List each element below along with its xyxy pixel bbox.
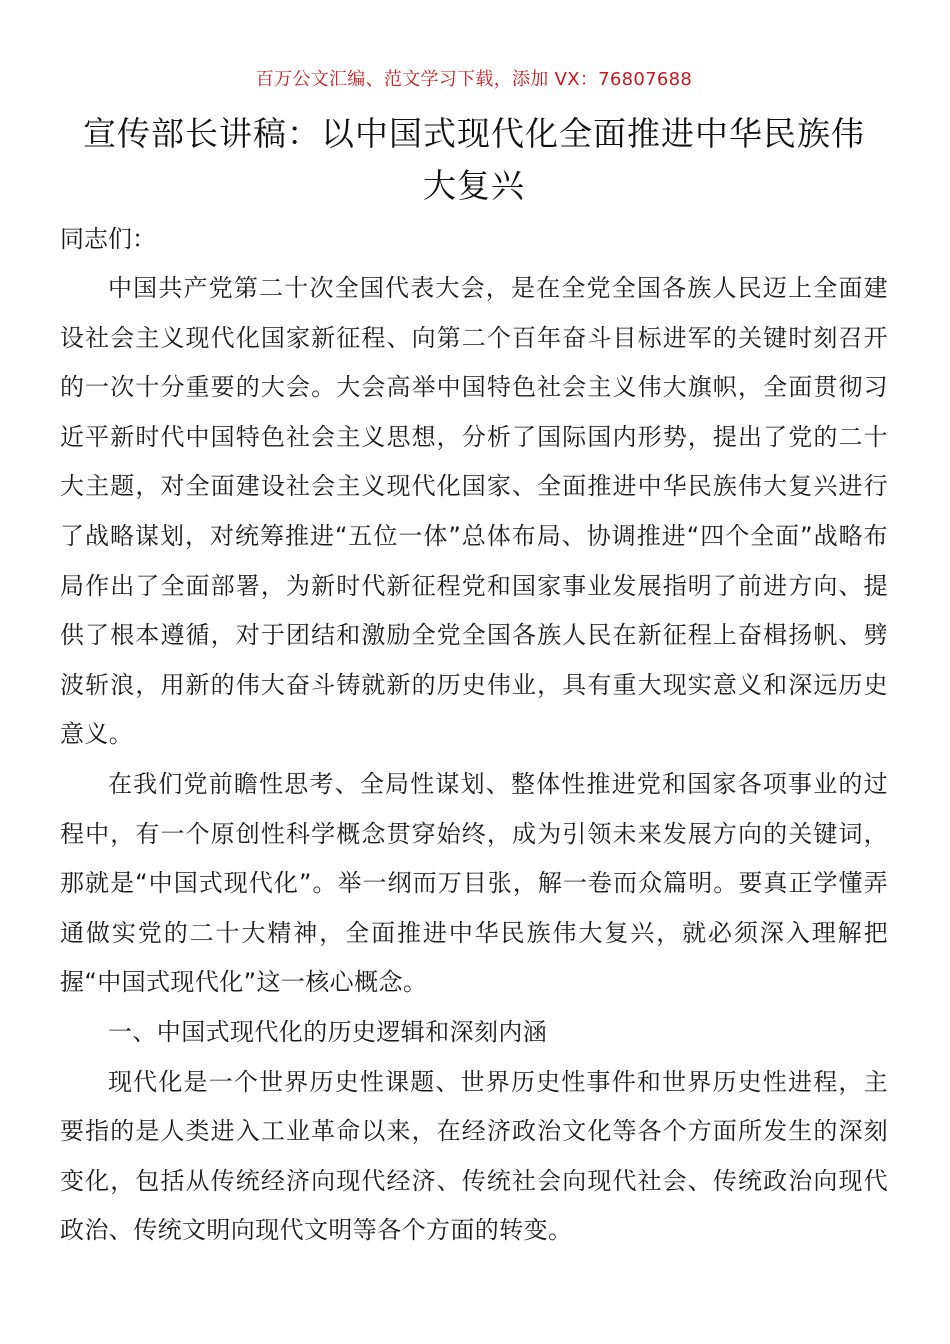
- salutation: 同志们：: [60, 225, 156, 253]
- section-paragraph: 现代化是一个世界历史性课题、世界历史性事件和世界历史性进程，主要指的是人类进入工业革命以来，在经济政治文化等各个方面所发生的深刻变化，包括从传统经济向现代经济、传统社会向现代社会、传统政治向现代政治、传统文明向现代文明等各个方面的转变。: [60, 1067, 888, 1245]
- title-line-1: 宣传部长讲稿：以中国式现代化全面推进中华民族伟: [83, 114, 865, 153]
- title-line-2: 大复兴: [423, 166, 525, 205]
- body-paragraph-2: 在我们党前瞻性思考、全局性谋划、整体性推进党和国家各项事业的过程中，有一个原创性科学概念贯穿始终，成为引领未来发展方向的关键词，那就是“中国式现代化”。举一纲而万目张，解一卷而众篇明。要真正学懂弄通做实党的二十大精神，全面推进中华民族伟大复兴，就必须深入理解把握“中国式现代化”这一核心概念。: [60, 769, 888, 997]
- body-paragraph-1: 中国共产党第二十次全国代表大会，是在全党全国各族人民迈上全面建设社会主义现代化国家新征程、向第二个百年奋斗目标进军的关键时刻召开的一次十分重要的大会。大会高举中国特色社会主义伟大旗帜，全面贯彻习近平新时代中国特色社会主义思想，分析了国际国内形势，提出了党的二十大主题，对全面建设社会主义现代化国家、全面推进中华民族伟大复兴进行了战略谋划，对统筹推进“五位一体”总体布局、协调推进“四个全面”战略布局作出了全面部署，为新时代新征程党和国家事业发展指明了前进方向、提供了根本遵循，对于团结和激励全党全国各族人民在新征程上奋楫扬帆、劈波斩浪，用新的伟大奋斗铸就新的历史伟业，具有重大现实意义和深远历史意义。: [60, 274, 888, 749]
- section-heading: 一、中国式现代化的历史逻辑和深刻内涵: [108, 1017, 548, 1046]
- header-note: 百万公文汇编、范文学习下载，添加 VX：76807688: [255, 69, 693, 90]
- document-title: [60, 108, 888, 212]
